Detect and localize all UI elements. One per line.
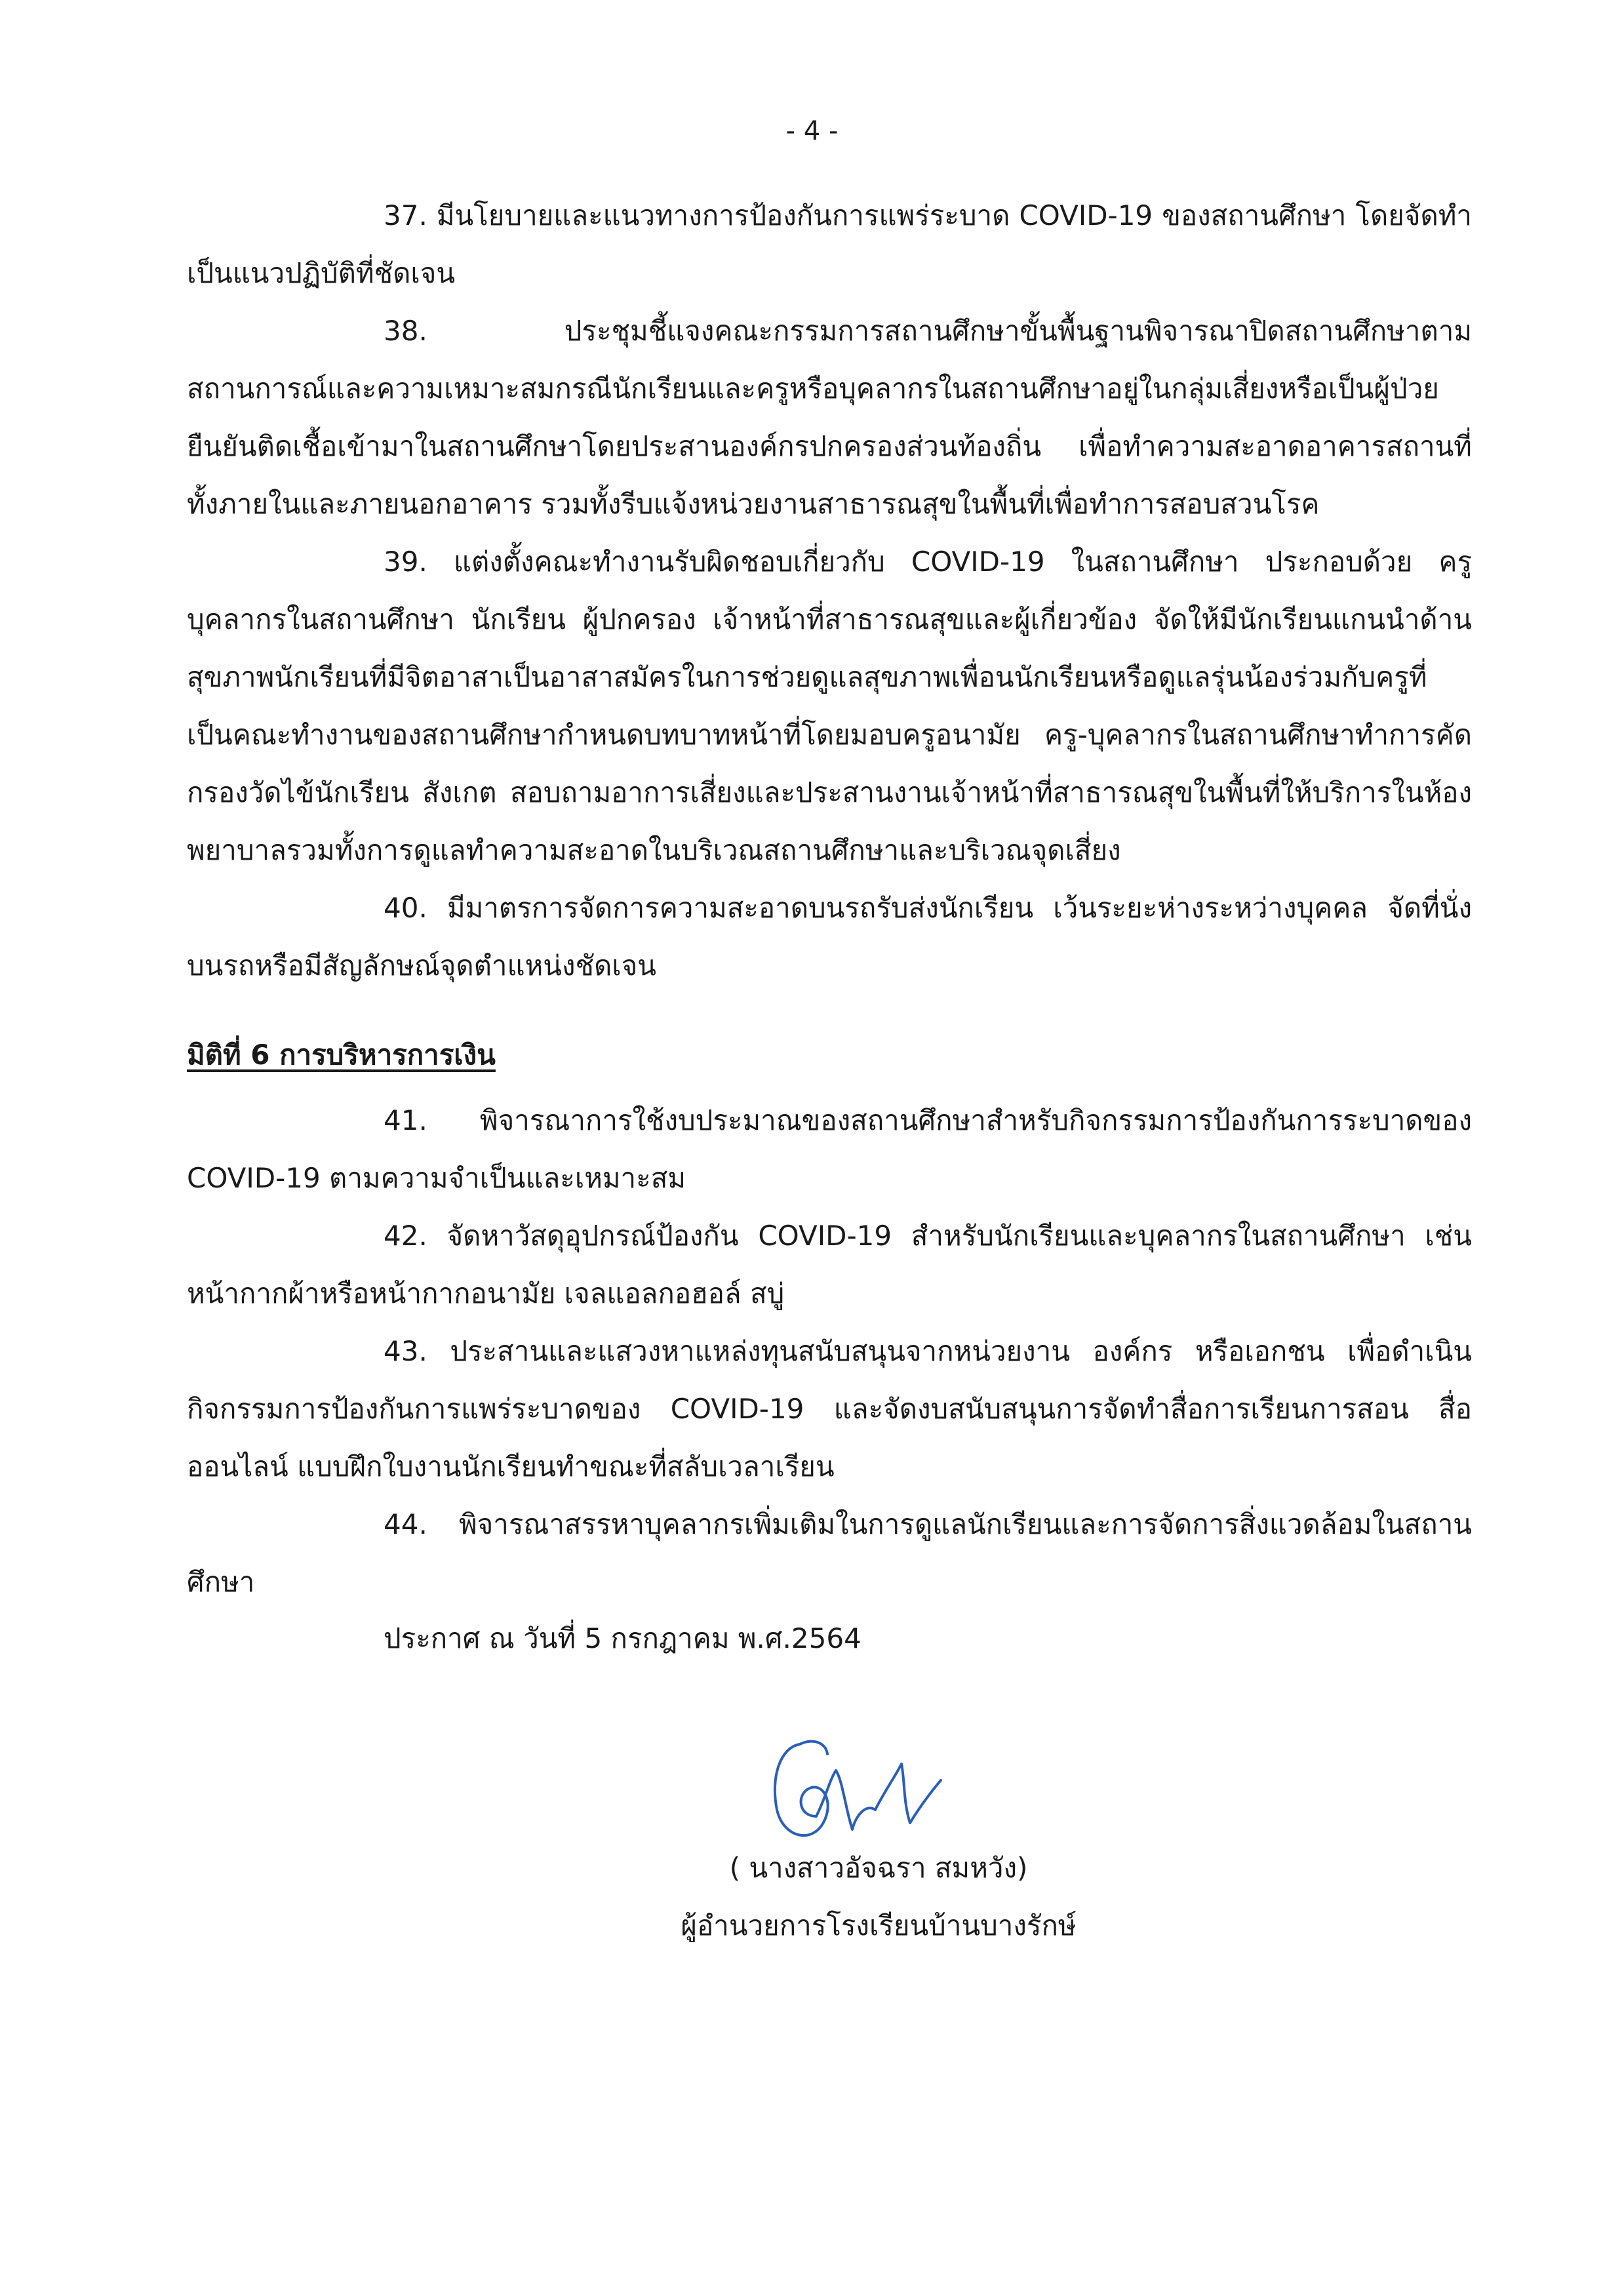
signer-position: ผู้อำนวยการโรงเรียนบ้านบางรักษ์ [681,1909,1077,1942]
section-heading-financial-management: มิติที่ 6 การบริหารการเงิน [187,1039,496,1071]
item-43: 43. ประสานและแสวงหาแหล่งทุนสนับสนุนจากหน่วยงาน องค์กร หรือเอกชน เพื่อดำเนินกิจกรรมการป้องกันการแพร่ระบาดของ COVID-19 และจัดงบสนับสนุนการจัดทำสื่อการเรียนการสอน สื่อออนไลน์ แบบฝึกใบงานนักเรียนทำขณะที่สลับเวลาเรียน [187,1335,1472,1483]
body-text-top [187,187,1472,995]
page-number: - 4 - [785,116,839,146]
item-38: 38. ประชุมชี้แจงคณะกรรมการสถานศึกษาขั้นพื้นฐานพิจารณาปิดสถานศึกษาตามสถานการณ์และความเหมาะสมกรณีนักเรียนและครูหรือบุคลากรในสถานศึกษาอยู่ในกลุ่มเสี่ยงหรือเป็นผู้ป่วยยืนยันติดเชื้อเข้ามาในสถานศึกษาโดยประสานองค์กรปกครองส่วนท้องถิ่น เพื่อทำความสะอาดอาคารสถานที่ทั้งภายในและภายนอกอาคาร รวมทั้งรีบแจ้งหน่วยงานสาธารณสุขในพื้นที่เพื่อทำการสอบสวนโรค [187,315,1472,520]
announcement-date: ประกาศ ณ วันที่ 5 กรกฎาคม พ.ศ.2564 [384,1622,862,1654]
item-39: 39. แต่งตั้งคณะทำงานรับผิดชอบเกี่ยวกับ COVID-19 ในสถานศึกษา ประกอบด้วย ครู บุคลากรในสถานศึกษา นักเรียน ผู้ปกครอง เจ้าหน้าที่สาธารณสุขและผู้เกี่ยวข้อง จัดให้มีนักเรียนแกนนำด้านสุขภาพนักเรียนที่มีจิตอาสาเป็นอาสาสมัครในการช่วยดูแลสุขภาพเพื่อนนักเรียนหรือดูแลรุ่นน้องร่วมกับครูที่เป็นคณะทำงานของสถานศึกษากำหนดบทบาทหน้าที่โดยมอบครูอนามัย ครู-บุคลากรในสถานศึกษาทำการคัดกรองวัดไข้นักเรียน สังเกต สอบถามอาการเสี่ยงและประสานงานเจ้าหน้าที่สาธารณสุขในพื้นที่ให้บริการในห้องพยาบาลรวมทั้งการดูแลทำความสะอาดในบริเวณสถานศึกษาและบริเวณจุดเสี่ยง [187,546,1472,866]
signer-name: ( นางสาวอัจฉรา สมหวัง) [729,1852,1028,1884]
item-40: 40. มีมาตรการจัดการความสะอาดบนรถรับส่งนักเรียน เว้นระยะห่างระหว่างบุคคล จัดที่นั่งบนรถหรือมีสัญลักษณ์จุดตำแหน่งชัดเจน [187,892,1472,982]
item-37: 37. มีนโยบายและแนวทางการป้องกันการแพร่ระบาด COVID-19 ของสถานศึกษา โดยจัดทำเป็นแนวปฏิบัติที่ชัดเจน [187,199,1472,289]
item-41: 41. พิจารณาการใช้งบประมาณของสถานศึกษาสำหรับกิจกรรมการป้องกันการระบาดของ COVID-19 ตามความจำเป็นและเหมาะสม [187,1104,1472,1194]
item-42: 42. จัดหาวัสดุอุปกรณ์ป้องกัน COVID-19 สำหรับนักเรียนและบุคลากรในสถานศึกษา เช่น หน้ากากผ้าหรือหน้ากากอนามัย เจลแอลกอฮอล์ สบู่ [187,1220,1472,1309]
item-44: 44. พิจารณาสรรหาบุคลากรเพิ่มเติมในการดูแลนักเรียนและการจัดการสิ่งแวดล้อมในสถานศึกษา [187,1508,1472,1598]
body-text-bottom [187,1092,1472,1611]
